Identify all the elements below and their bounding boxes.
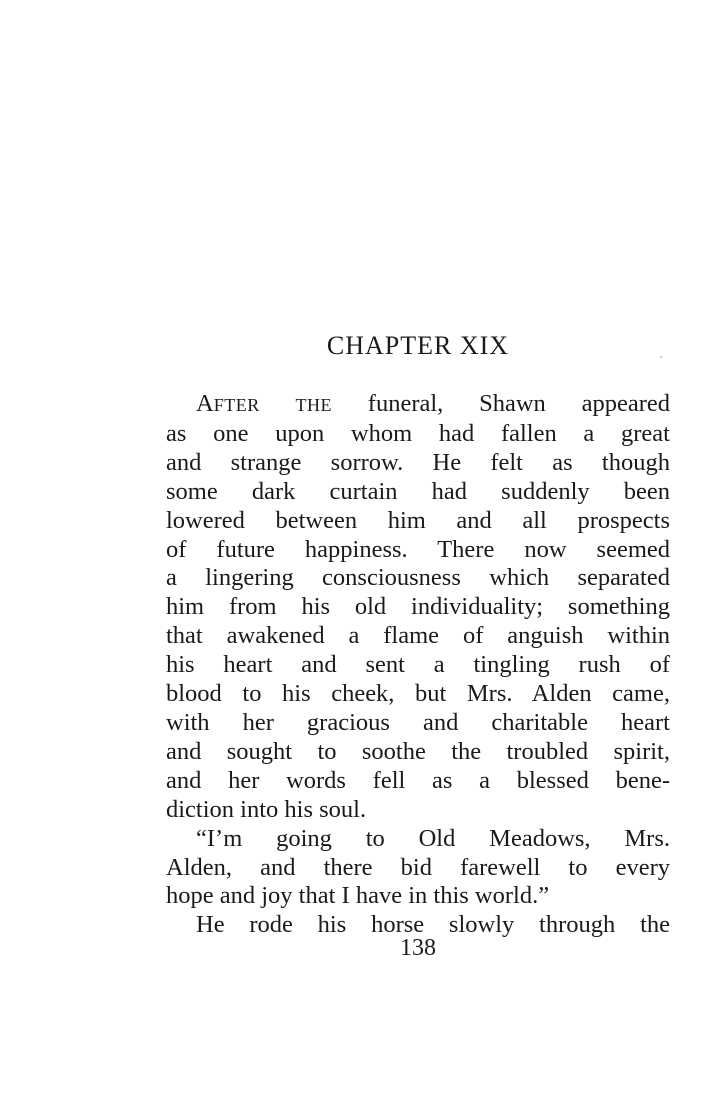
page-number: 138 <box>400 935 436 961</box>
paper-speck <box>660 356 662 358</box>
text-line: Alden, and there bid farewell to every <box>166 853 670 881</box>
text-line: of future happiness. There now seemed <box>166 535 670 563</box>
small-caps-word: THE <box>295 395 333 415</box>
text-line: with her gracious and charitable heart <box>166 708 670 736</box>
small-caps-word: FTER <box>213 395 260 415</box>
text-line: hope and joy that I have in this world.” <box>166 882 550 910</box>
opening-line <box>166 390 670 420</box>
text-line: a lingering consciousness which separated <box>166 564 670 592</box>
text-line: some dark curtain had suddenly been <box>166 477 670 505</box>
text-line: that awakened a flame of anguish within <box>166 622 670 650</box>
paragraph-1 <box>166 390 670 825</box>
text-line: and sought to soothe the troubled spirit, <box>166 737 670 765</box>
text-line: He rode his horse slowly through the <box>196 911 670 939</box>
text-line: as one upon whom had fallen a great <box>166 419 670 447</box>
small-caps-initial: A <box>196 390 214 417</box>
text-line: blood to his cheek, but Mrs. Alden came, <box>166 680 670 708</box>
text-line: his heart and sent a tingling rush of <box>166 651 670 679</box>
text-line: lowered between him and all prospects <box>166 506 670 534</box>
paragraph-2 <box>166 825 670 912</box>
text-line: and strange sorrow. He felt as though <box>166 448 670 476</box>
chapter-heading: CHAPTER XIX <box>326 331 510 360</box>
chapter-body <box>166 390 670 940</box>
text-line: diction into his soul. <box>166 795 367 823</box>
text-line: and her words fell as a blessed bene- <box>166 766 670 794</box>
opening-line-rest: funeral, Shawn appeared <box>332 390 670 417</box>
text-line: him from his old individuality; something <box>166 593 670 621</box>
text-line: “I’m going to Old Meadows, Mrs. <box>196 824 670 852</box>
